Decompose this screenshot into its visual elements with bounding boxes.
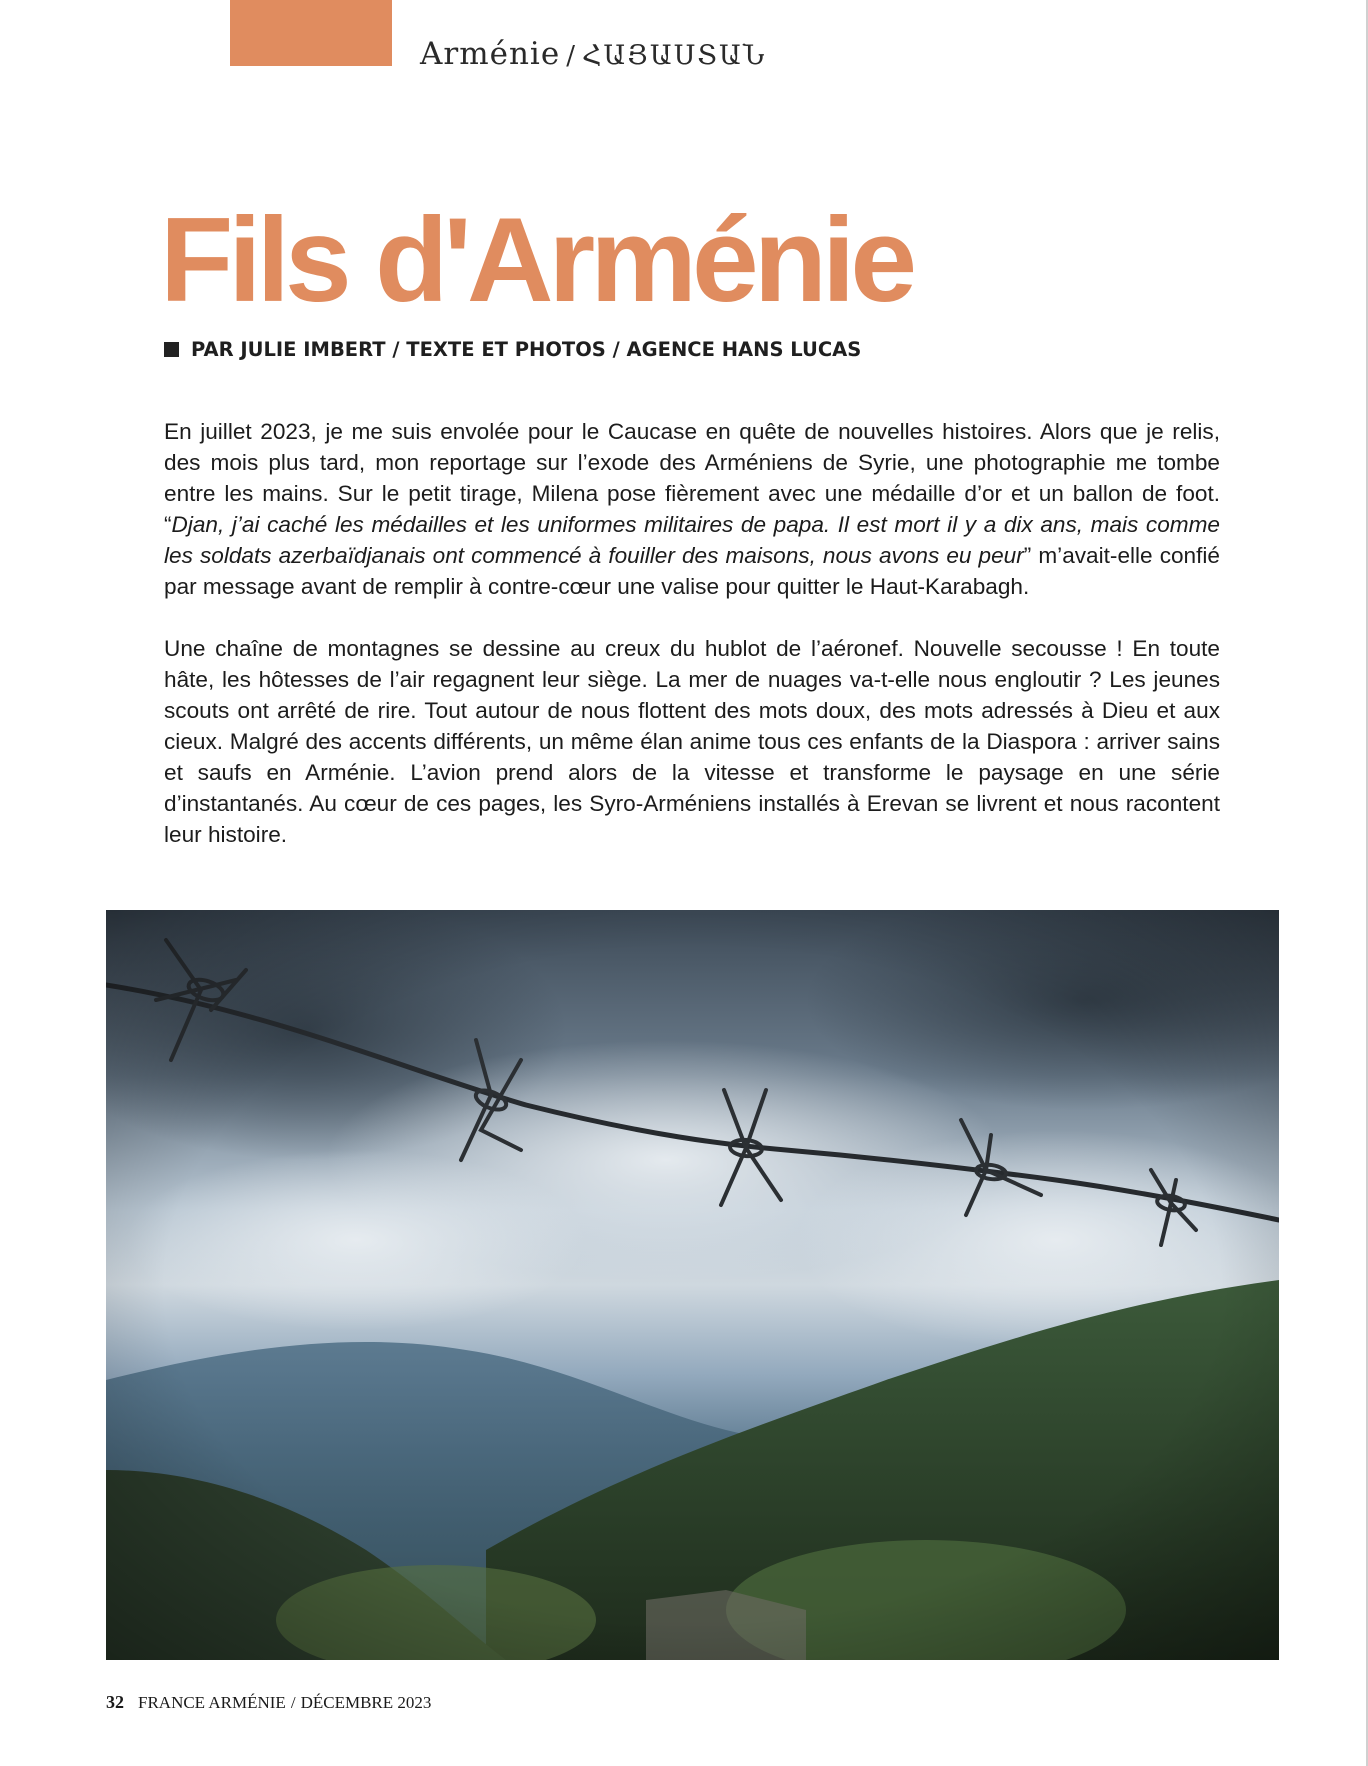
paragraph-1-quote: Djan, j’ai caché les médailles et les uniformes militaires de papa. Il est mort il y a dix ans, mais comme les soldats azerbaïdjanais ont commencé à fouiller des maisons, nous avons eu peur bbox=[164, 512, 1220, 568]
barbed-wire-photo bbox=[106, 910, 1279, 1660]
section-label bbox=[420, 36, 766, 72]
paragraph-1 bbox=[164, 416, 1220, 602]
publication-name: FRANCE ARMÉNIE bbox=[138, 1693, 286, 1712]
paragraph-1-tail: ” m’avait-elle confié par message avant de remplir à contre-cœur une valise pour quitter le Haut-Karabagh. bbox=[164, 543, 1220, 599]
article-title: Fils d'Arménie bbox=[160, 193, 913, 327]
photo-vignette bbox=[106, 910, 1279, 1660]
page-number: 32 bbox=[106, 1692, 124, 1712]
article-body bbox=[164, 416, 1220, 881]
section-color-tab bbox=[230, 0, 392, 66]
page-footer bbox=[106, 1692, 431, 1713]
section-name-armenian: ՀԱՅԱՍՏԱՆ bbox=[581, 40, 767, 71]
paragraph-2: Une chaîne de montagnes se dessine au creux du hublot de l’aéronef. Nouvelle secousse ! En toute hâte, les hôtesses de l’air regagnent leur siège. La mer de nuages va-t-elle nous engloutir ? Les jeunes scouts ont arrêté de rire. Tout autour de nous flottent des mots doux, des mots adressés à Dieu et aux cieux. Malgré des accents différents, un même élan anime tous ces enfants de la Diaspora : arriver sains et saufs en Arménie. L’avion prend alors de la vitesse et transforme le paysage en une série d’instantanés. Au cœur de ces pages, les Syro-Arméniens installés à Erevan se livrent et nous racontent leur histoire. bbox=[164, 636, 1220, 847]
paragraph-1-lead: En juillet 2023, je me suis envolée pour le Caucase en quête de nouvelles histoires. Alors que je relis, des mois plus tard, mon reportage sur l’exode des Arméniens de Syrie, une photographie me tombe entre les mains. Sur le petit tirage, Milena pose fièrement avec une médaille d’or et un ballon de foot. “ bbox=[164, 419, 1220, 537]
byline-square-icon bbox=[164, 342, 179, 357]
byline-text: PAR JULIE IMBERT / TEXTE ET PHOTOS / AGENCE HANS LUCAS bbox=[191, 338, 862, 361]
footer-separator: / bbox=[290, 1693, 296, 1712]
section-separator: / bbox=[566, 41, 576, 71]
issue-date: DÉCEMBRE 2023 bbox=[300, 1693, 432, 1712]
section-name: Arménie bbox=[420, 36, 561, 72]
byline bbox=[164, 338, 861, 361]
photo-illustration bbox=[106, 910, 1279, 1660]
